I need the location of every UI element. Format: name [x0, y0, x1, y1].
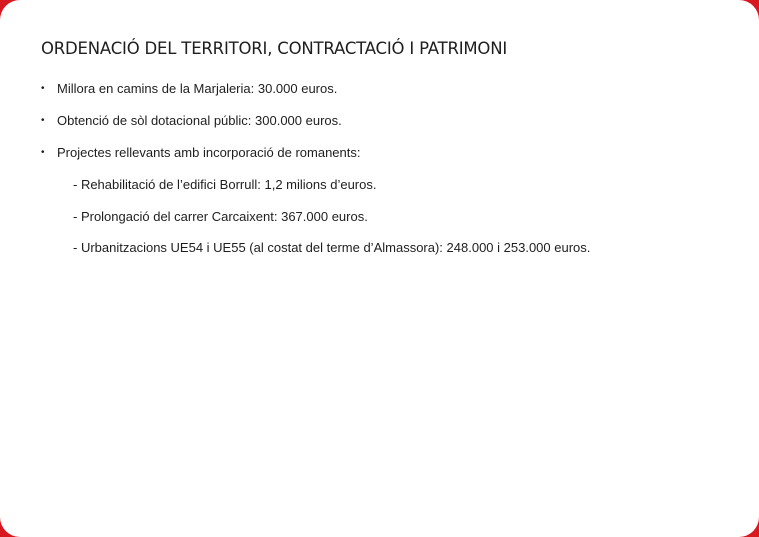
sub-list-item-text: - Rehabilitació de l’edifici Borrull: 1,2 milions d’euros.	[73, 177, 377, 192]
slide-title: ORDENACIÓ DEL TERRITORI, CONTRACTACIÓ I PATRIMONI	[41, 39, 508, 58]
bullet-icon: •	[41, 115, 45, 126]
bullet-icon: •	[41, 147, 45, 158]
sub-list-item-text: - Urbanitzacions UE54 i UE55 (al costat del terme d’Almassora): 248.000 i 253.000 euros.	[73, 240, 591, 255]
bullet-icon: •	[41, 83, 45, 94]
list-item-text: Obtenció de sòl dotacional públic: 300.000 euros.	[57, 113, 342, 128]
list-item-text: Projectes rellevants amb incorporació de romanents:	[57, 145, 361, 160]
list-item-text: Millora en camins de la Marjaleria: 30.000 euros.	[57, 81, 338, 96]
sub-list-item-text: - Prolongació del carrer Carcaixent: 367.000 euros.	[73, 208, 368, 224]
